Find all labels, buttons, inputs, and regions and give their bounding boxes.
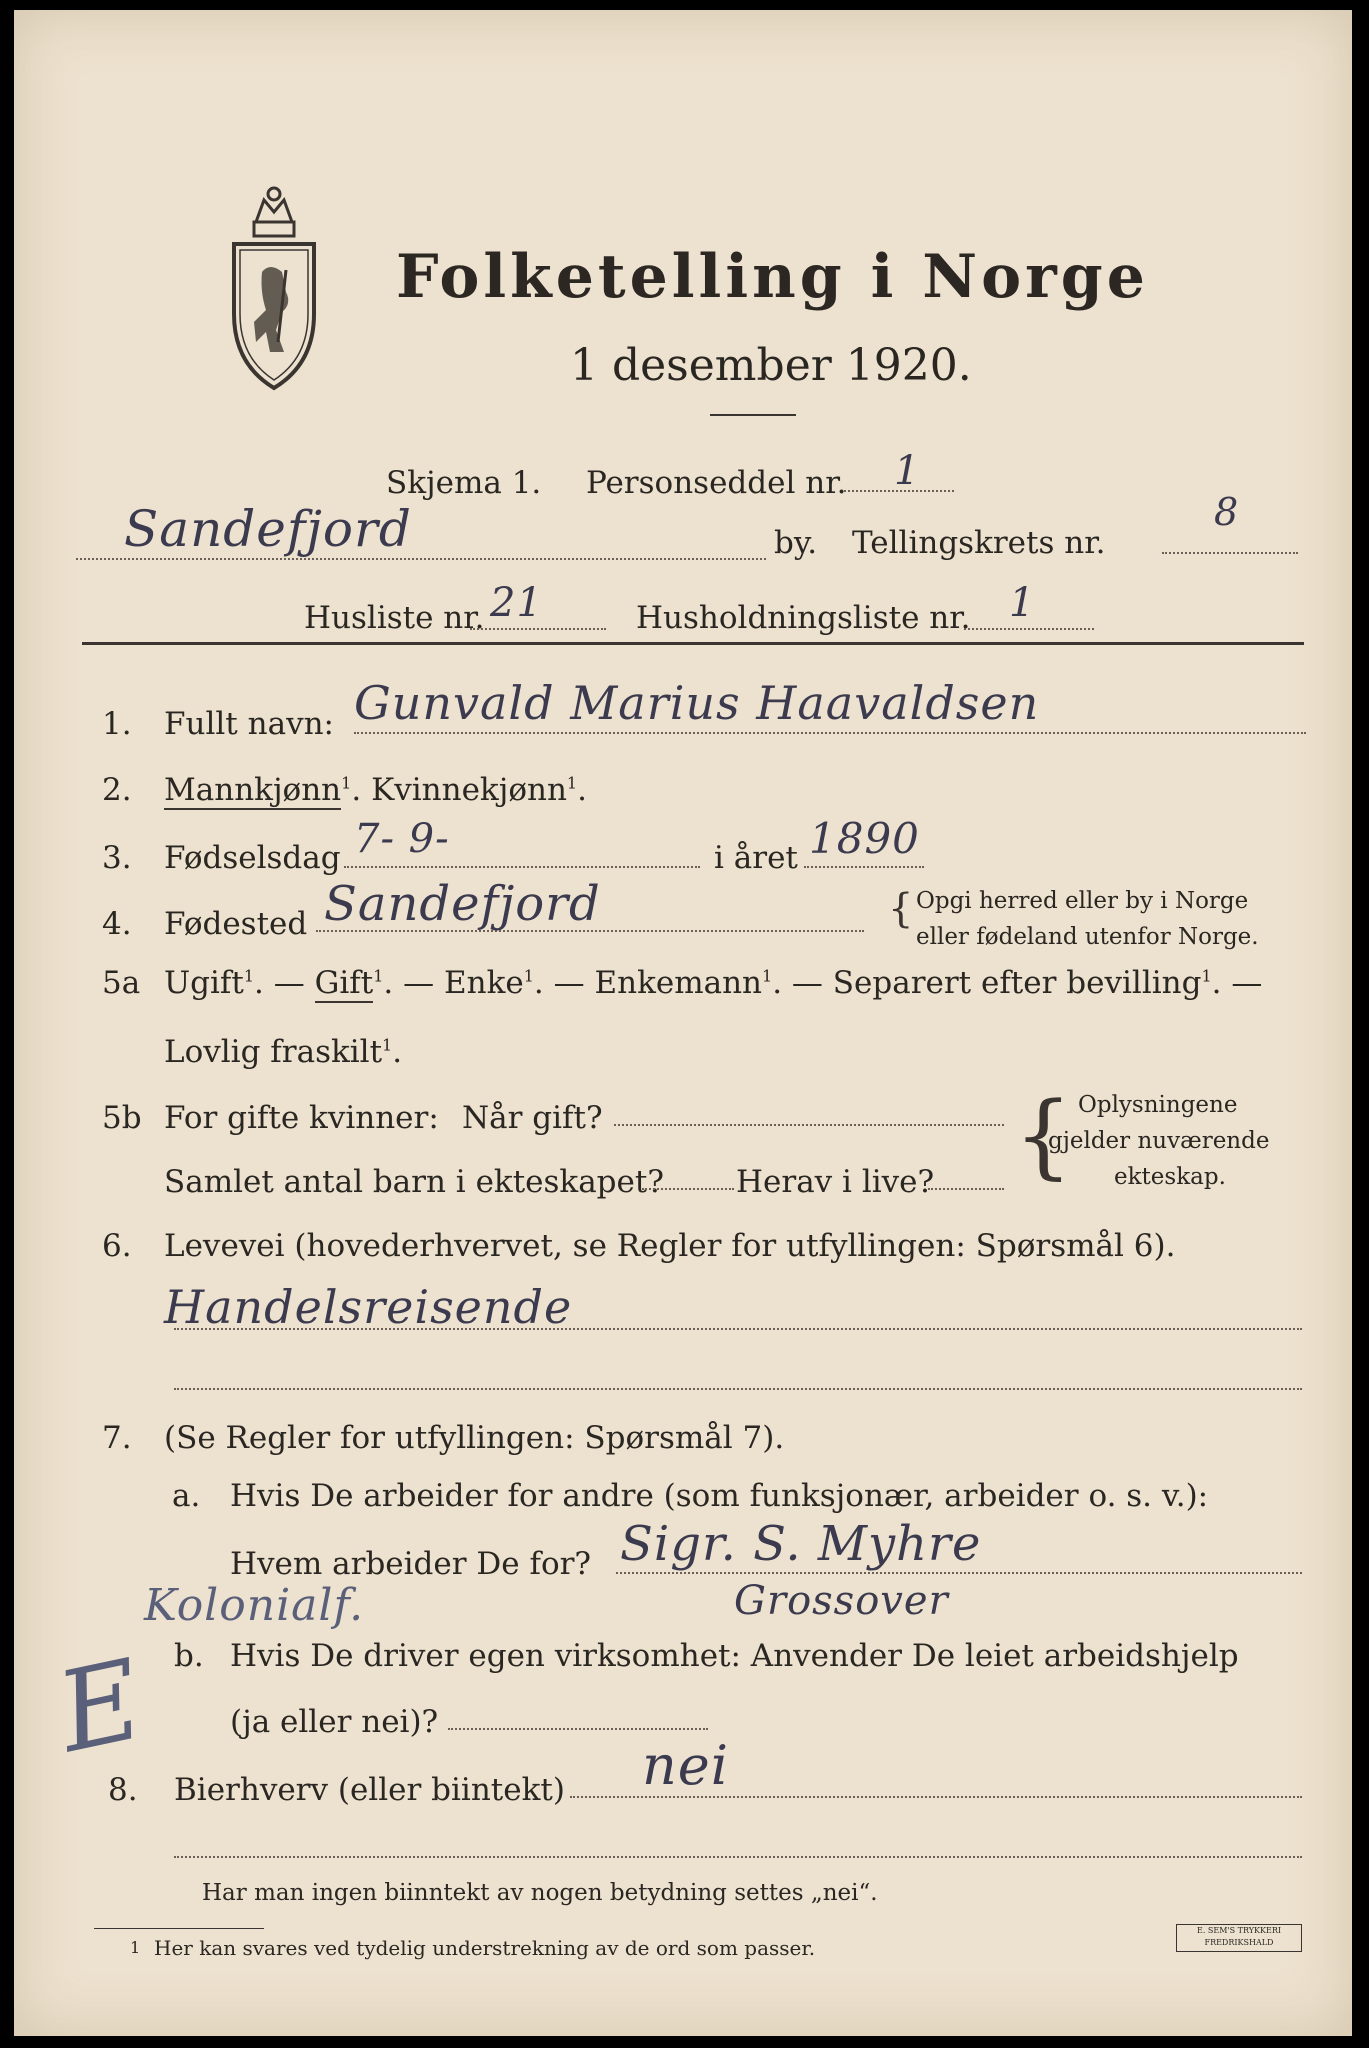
q5b-label-1: For gifte kvinner: bbox=[164, 1100, 439, 1136]
printer-stamp: E. SEM'S TRYKKERI FREDRIKSHALD bbox=[1176, 1924, 1302, 1952]
q4-label: Fødested bbox=[164, 906, 308, 942]
q2-number: 2. bbox=[102, 772, 132, 808]
census-date: 1 desember 1920. bbox=[570, 340, 972, 391]
q7-label: (Se Regler for utfyllingen: Spørsmål 7). bbox=[164, 1420, 785, 1456]
q1-number: 1. bbox=[102, 706, 132, 742]
by-label: by. bbox=[774, 525, 818, 561]
q2-options: Mannkjønn$^1$. Kvinnekjønn$^1$. bbox=[164, 772, 587, 808]
personseddel-label: Personseddel nr. bbox=[586, 465, 847, 501]
header-separator bbox=[82, 642, 1304, 645]
q7a-text: Hvis De arbeider for andre (som funksjonær, arbeider o. s. v.): bbox=[230, 1478, 1209, 1514]
q5b-brace: { bbox=[1014, 1082, 1073, 1189]
q3-label: Fødselsdag bbox=[164, 840, 341, 876]
q4-brace: { bbox=[888, 886, 914, 932]
when-married-line bbox=[614, 1124, 1004, 1126]
q6-number: 6. bbox=[102, 1228, 132, 1264]
q5b-note-1: Oplysningene bbox=[1078, 1092, 1238, 1118]
q4-note-1: Opgi herred eller by i Norge bbox=[916, 888, 1249, 914]
skjema-label: Skjema 1. bbox=[386, 465, 542, 501]
tellingskrets-value: 8 bbox=[1214, 490, 1240, 534]
q3-number: 3. bbox=[102, 840, 132, 876]
q5b-note-2: gjelder nuværende bbox=[1048, 1128, 1270, 1154]
married-option: Gift bbox=[314, 965, 374, 1001]
full-name-value: Gunvald Marius Haavaldsen bbox=[354, 676, 1040, 730]
husholdning-line bbox=[964, 628, 1094, 630]
q7a-question: Hvem arbeider De for? bbox=[230, 1546, 592, 1582]
q5b-label-children: Samlet antal barn i ekteskapet? bbox=[164, 1164, 664, 1200]
divorced-option: Lovlig fraskilt$^1$. bbox=[164, 1034, 403, 1070]
birthdate-value: 7- 9- bbox=[354, 816, 450, 862]
q6-label: Levevei (hovederhvervet, se Regler for utfyllingen: Spørsmål 6). bbox=[164, 1228, 1176, 1264]
husliste-line bbox=[470, 628, 606, 630]
widower-option: Enkemann bbox=[594, 965, 763, 1001]
occupation-line-2 bbox=[174, 1388, 1302, 1390]
occupation-line-1 bbox=[174, 1328, 1302, 1330]
q8-label: Bierhverv (eller biintekt) bbox=[174, 1772, 565, 1808]
footnote-rule bbox=[94, 1928, 264, 1929]
q4-number: 4. bbox=[102, 906, 132, 942]
q5b-note-3: ekteskap. bbox=[1114, 1164, 1226, 1190]
birthdate-line bbox=[344, 866, 700, 868]
birthplace-value: Sandefjord bbox=[324, 876, 601, 932]
female-option: Kvinnekjønn bbox=[371, 772, 567, 808]
margin-mark: E bbox=[47, 1634, 154, 1778]
by-line bbox=[76, 558, 766, 560]
male-option: Mannkjønn bbox=[164, 772, 342, 808]
employer-line bbox=[616, 1572, 1302, 1574]
personseddel-value: 1 bbox=[894, 448, 921, 494]
q7b-question: (ja eller nei)? bbox=[230, 1704, 439, 1740]
title-divider bbox=[710, 414, 796, 416]
husliste-value: 21 bbox=[490, 580, 543, 626]
margin-note: Kolonialf. bbox=[144, 1580, 365, 1631]
husholdning-label: Husholdningsliste nr. bbox=[636, 600, 971, 636]
q7b-text: Hvis De driver egen virksomhet: Anvender De leiet arbeidshjelp bbox=[230, 1638, 1239, 1674]
coat-of-arms-icon bbox=[226, 182, 322, 398]
q5b-label-alive: Herav i live? bbox=[736, 1164, 935, 1200]
q7b-letter: b. bbox=[174, 1638, 204, 1674]
year-line bbox=[804, 866, 924, 868]
q7-number: 7. bbox=[102, 1420, 132, 1456]
q1-label: Fullt navn: bbox=[164, 706, 334, 742]
q5b-label-when: Når gift? bbox=[462, 1100, 603, 1136]
widow-option: Enke bbox=[443, 965, 524, 1001]
page-title: Folketelling i Norge bbox=[396, 242, 1149, 312]
census-form bbox=[14, 10, 1352, 2036]
side-income-line-2 bbox=[174, 1856, 1302, 1858]
occupation-value: Handelsreisende bbox=[164, 1280, 573, 1334]
separated-option: Separert efter bevilling bbox=[832, 965, 1202, 1001]
q8-number: 8. bbox=[108, 1772, 138, 1808]
q4-note-2: eller fødeland utenfor Norge. bbox=[916, 924, 1259, 950]
q7a-letter: a. bbox=[172, 1478, 201, 1514]
employer-value: Sigr. S. Myhre bbox=[620, 1516, 982, 1572]
q5a-number: 5a bbox=[102, 965, 141, 1001]
alive-line bbox=[928, 1188, 1004, 1190]
marital-options: Ugift$^1$. — Gift$^1$. — Enke$^1$. — Enkemann$^1$. — Separert efter bevilling$^1$. — bbox=[164, 965, 1263, 1001]
footnote-number: 1 bbox=[130, 1938, 141, 1957]
q5b-number: 5b bbox=[102, 1100, 142, 1136]
side-income-value: nei bbox=[642, 1734, 730, 1797]
tellingskrets-line bbox=[1162, 552, 1298, 554]
q7b-line bbox=[448, 1728, 708, 1730]
husliste-label: Husliste nr. bbox=[304, 600, 485, 636]
by-value: Sandefjord bbox=[124, 500, 412, 558]
children-line bbox=[642, 1188, 734, 1190]
husholdning-value: 1 bbox=[1009, 580, 1036, 626]
footnote-text: Her kan svares ved tydelig understrekning av de ord som passer. bbox=[154, 1936, 816, 1960]
tellingskrets-label: Tellingskrets nr. bbox=[852, 525, 1106, 561]
q1-line bbox=[354, 732, 1306, 734]
birth-year-value: 1890 bbox=[809, 814, 920, 863]
year-label: i året bbox=[714, 840, 798, 876]
employer-note: Grossover bbox=[734, 1578, 949, 1624]
footer-note: Har man ingen biinntekt av nogen betydning settes „nei“. bbox=[202, 1880, 878, 1906]
unmarried-option: Ugift bbox=[164, 965, 244, 1001]
